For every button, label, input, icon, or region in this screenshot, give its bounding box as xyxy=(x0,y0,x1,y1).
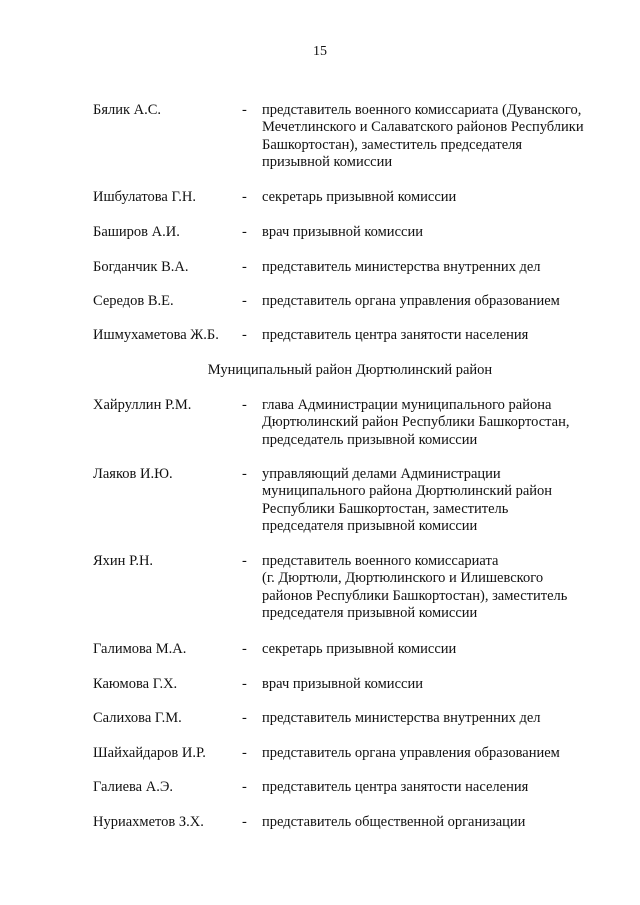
dash: - xyxy=(242,641,247,657)
dash: - xyxy=(242,553,247,569)
role-line: представитель министерства внутренних дел xyxy=(262,259,541,275)
role-line: секретарь призывной комиссии xyxy=(262,641,457,657)
member-name: Яхин Р.Н. xyxy=(93,553,154,569)
member-name: Каюмова Г.Х. xyxy=(93,676,178,692)
member-role xyxy=(262,397,612,449)
role-line: председателя призывной комиссии xyxy=(262,605,478,622)
member-role xyxy=(262,293,612,310)
role-line: председатель призывной комиссии xyxy=(262,431,478,448)
dash: - xyxy=(242,189,247,205)
member-name: Нуриахметов З.Х. xyxy=(93,814,204,830)
member-role xyxy=(262,779,612,796)
role-line: районов Республики Башкортостан), заместитель xyxy=(262,587,568,604)
role-line: Республики Башкортостан, заместитель xyxy=(262,500,509,517)
member-role xyxy=(262,327,612,344)
member-role xyxy=(262,102,612,172)
role-line: Башкортостан), заместитель председателя xyxy=(262,136,523,153)
role-line: представитель центра занятости населения xyxy=(262,779,529,795)
role-line: глава Администрации муниципального района xyxy=(262,397,552,413)
dash: - xyxy=(242,327,247,343)
member-name: Бялик А.С. xyxy=(93,102,162,118)
role-line: представитель военного комиссариата xyxy=(262,553,499,569)
dash: - xyxy=(242,397,247,413)
role-line: Дюртюлинский район Республики Башкортостан, xyxy=(262,414,570,431)
role-line: представитель военного комиссариата (Дуванского, xyxy=(262,102,582,118)
member-role xyxy=(262,466,612,536)
member-name: Лаяков И.Ю. xyxy=(93,466,173,482)
member-name: Шайхайдаров И.Р. xyxy=(93,745,206,761)
role-line: врач призывной комиссии xyxy=(262,676,423,692)
role-line: муниципального района Дюртюлинский район xyxy=(262,483,553,500)
member-name: Середов В.Е. xyxy=(93,293,174,309)
role-line: Мечетлинского и Салаватского районов Республики xyxy=(262,119,584,136)
role-line: врач призывной комиссии xyxy=(262,224,423,240)
member-role xyxy=(262,641,612,658)
member-role xyxy=(262,676,612,693)
role-line: управляющий делами Администрации xyxy=(262,466,501,482)
dash: - xyxy=(242,224,247,240)
dash: - xyxy=(242,710,247,726)
dash: - xyxy=(242,102,247,118)
member-role xyxy=(262,710,612,727)
member-name: Ишмухаметова Ж.Б. xyxy=(93,327,219,343)
dash: - xyxy=(242,466,247,482)
role-line: (г. Дюртюли, Дюртюлинского и Илишевского xyxy=(262,570,544,587)
role-line: призывной комиссии xyxy=(262,154,393,171)
member-name: Богданчик В.А. xyxy=(93,259,189,275)
member-role xyxy=(262,745,612,762)
member-name: Баширов А.И. xyxy=(93,224,180,240)
member-role xyxy=(262,553,612,623)
member-name: Галимова М.А. xyxy=(93,641,187,657)
role-line: представитель общественной организации xyxy=(262,814,526,830)
member-name: Салихова Г.М. xyxy=(93,710,182,726)
member-role xyxy=(262,224,612,241)
dash: - xyxy=(242,293,247,309)
member-name: Галиева А.Э. xyxy=(93,779,174,795)
section-title: Муниципальный район Дюртюлинский район xyxy=(207,362,493,378)
dash: - xyxy=(242,779,247,795)
page-number: 15 xyxy=(313,44,327,59)
member-name: Ишбулатова Г.Н. xyxy=(93,189,196,205)
member-role xyxy=(262,259,612,276)
role-line: представитель центра занятости населения xyxy=(262,327,529,343)
role-line: представитель органа управления образованием xyxy=(262,745,560,761)
dash: - xyxy=(242,814,247,830)
role-line: председателя призывной комиссии xyxy=(262,518,478,535)
dash: - xyxy=(242,745,247,761)
role-line: секретарь призывной комиссии xyxy=(262,189,457,205)
role-line: представитель министерства внутренних дел xyxy=(262,710,541,726)
member-name: Хайруллин Р.М. xyxy=(93,397,192,413)
dash: - xyxy=(242,676,247,692)
role-line: представитель органа управления образованием xyxy=(262,293,560,309)
dash: - xyxy=(242,259,247,275)
member-role xyxy=(262,189,612,206)
member-role xyxy=(262,814,612,831)
